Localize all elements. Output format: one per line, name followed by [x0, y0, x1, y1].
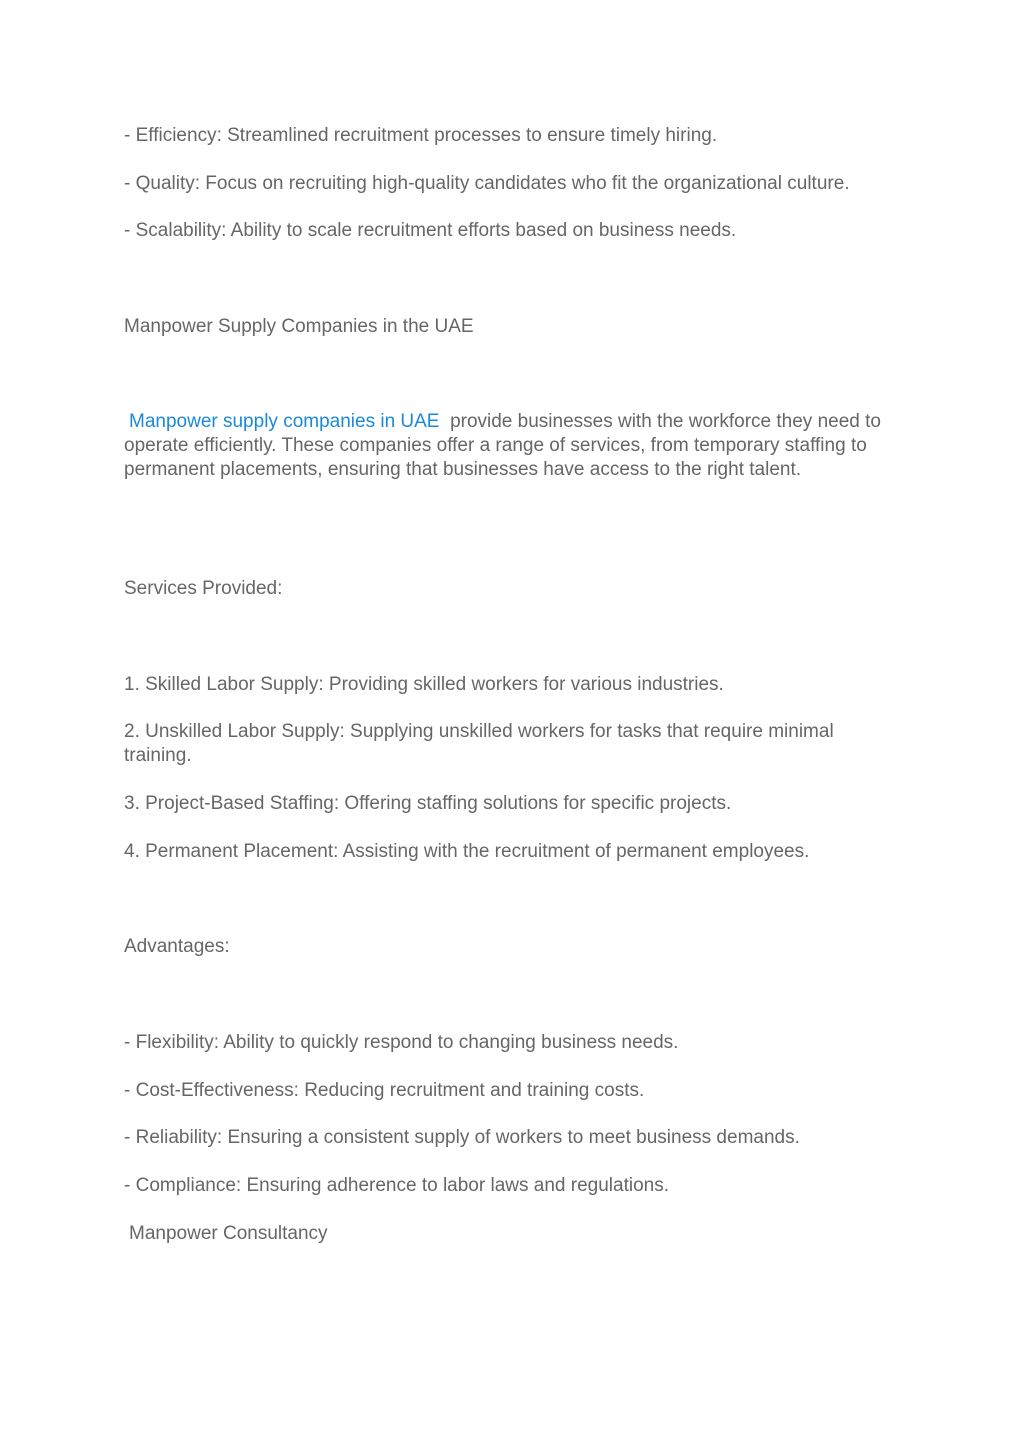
service-item-skilled: 1. Skilled Labor Supply: Providing skilled workers for various industries.	[124, 674, 724, 695]
advantage-flexibility: - Flexibility: Ability to quickly respond to changing business needs.	[124, 1032, 679, 1053]
bullet-scalability: - Scalability: Ability to scale recruitment efforts based on business needs.	[124, 220, 737, 241]
bullet-efficiency: - Efficiency: Streamlined recruitment processes to ensure timely hiring.	[124, 125, 718, 146]
section-heading-advantages: Advantages:	[124, 936, 230, 957]
bullet-quality: - Quality: Focus on recruiting high-quality candidates who fit the organizational culture.	[124, 173, 850, 194]
service-item-unskilled: 2. Unskilled Labor Supply: Supplying unskilled workers for tasks that require minimal training.	[124, 721, 834, 766]
supply-paragraph-text: provide businesses with the workforce they need to operate efficiently. These companies offer a range of services, from temporary staffing to permanent placements, ensuring that businesses have access to the right talent.	[124, 411, 881, 480]
advantage-reliability: - Reliability: Ensuring a consistent supply of workers to meet business demands.	[124, 1127, 800, 1148]
advantage-cost: - Cost-Effectiveness: Reducing recruitment and training costs.	[124, 1080, 645, 1101]
manpower-supply-link[interactable]: Manpower supply companies in UAE	[129, 411, 440, 432]
section-heading-manpower-supply: Manpower Supply Companies in the UAE	[124, 316, 474, 337]
section-heading-consultancy: Manpower Consultancy	[129, 1223, 328, 1244]
section-heading-services: Services Provided:	[124, 578, 283, 599]
service-item-project: 3. Project-Based Staffing: Offering staffing solutions for specific projects.	[124, 793, 732, 814]
supply-paragraph	[124, 410, 894, 482]
service-item-permanent: 4. Permanent Placement: Assisting with the recruitment of permanent employees.	[124, 841, 810, 862]
advantage-compliance: - Compliance: Ensuring adherence to labor laws and regulations.	[124, 1175, 669, 1196]
